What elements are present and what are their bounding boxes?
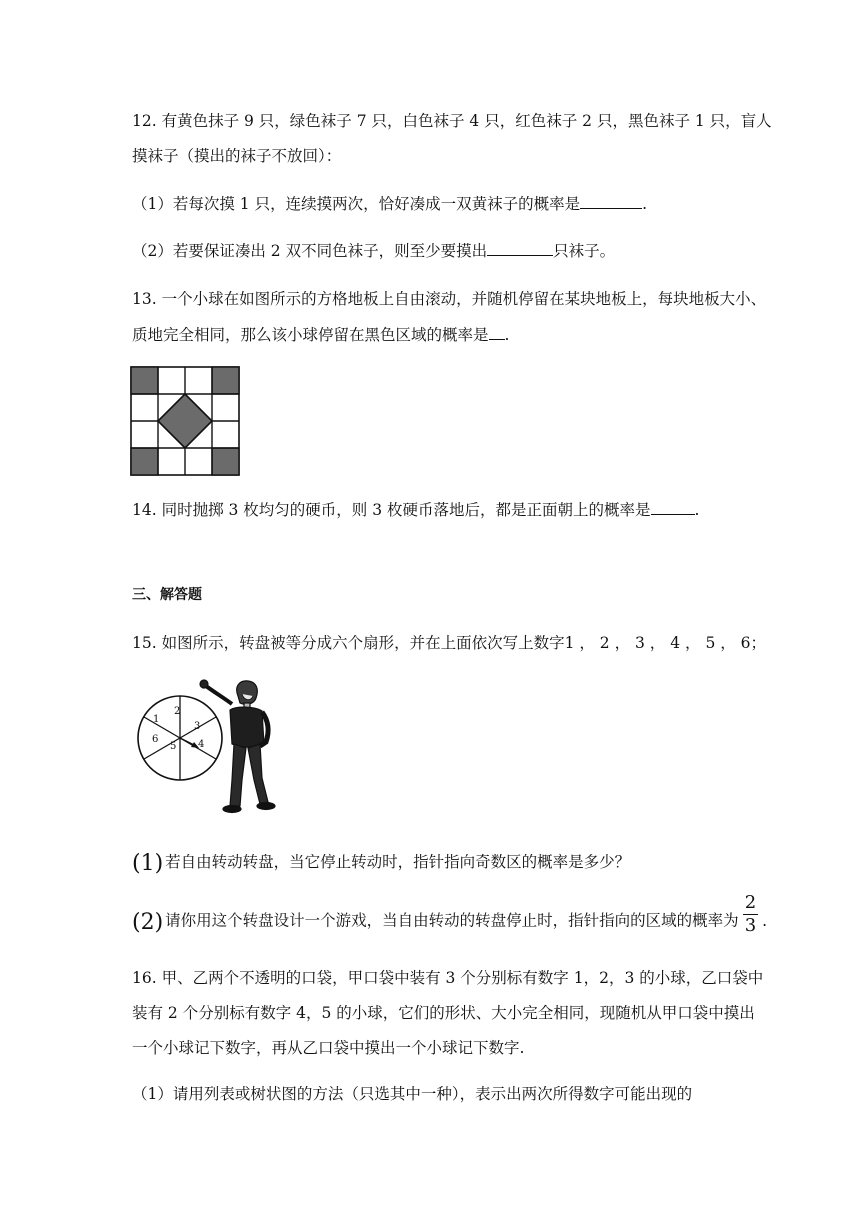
q15-sub2 (132, 892, 768, 937)
q16-part1: （1）请用列表或树状图的方法（只选其中一种），表示出两次所得数字可能出现的 (132, 1085, 693, 1103)
q13-line2 (132, 325, 509, 345)
answer-blank (487, 241, 553, 256)
q13-line1: 13. 一个小球在如图所示的方格地板上自由滚动，并随机停留在某块地板上，每块地板大小、 (132, 290, 767, 308)
q14-text: 14. 同时抛掷 3 枚均匀的硬币，则 3 枚硬币落地后，都是正面朝上的概率是 (132, 501, 651, 519)
wheel-number: 6 (152, 734, 159, 745)
wheel-number: 1 (153, 714, 160, 725)
q13-line2-text: 质地完全相同，那么该小球停留在黑色区域的概率是 (132, 326, 489, 344)
tile-floor-figure (130, 366, 240, 476)
q12-part2 (132, 241, 615, 261)
q14-end: . (694, 501, 700, 519)
wheel-number: 5 (170, 741, 177, 752)
wheel-number: 4 (198, 739, 205, 750)
fraction (743, 892, 758, 937)
wheel-number: 2 (174, 706, 181, 717)
q12-part1-end: . (642, 195, 648, 213)
corner-shaded-tile (131, 367, 158, 394)
q14-line (132, 500, 699, 520)
spinner-figure (136, 676, 286, 821)
wheel-number: 3 (194, 721, 201, 732)
fraction-denominator: 3 (744, 915, 757, 936)
q16-line2: 装有 2 个分别标有数字 4，5 的小球，它们的形状、大小完全相同，现随机从甲口袋中摸出 (132, 1004, 755, 1022)
q13-line2-end: . (504, 326, 510, 344)
corner-shaded-tile (131, 448, 158, 475)
corner-shaded-tile (212, 448, 239, 475)
answer-blank (489, 325, 505, 340)
q15-sub2-text: 请你用这个转盘设计一个游戏，当自由转动的转盘停止时，指针指向的区域的概率为 (165, 911, 739, 930)
section-heading: 三、解答题 (132, 587, 202, 603)
q12-part1 (132, 194, 647, 214)
q15-sub1-text: 若自由转动转盘，当它停止转动时，指针指向奇数区的概率是多少？ (165, 853, 631, 871)
q15-sub1-number: (1) (132, 851, 164, 876)
q12-line1: 12. 有黄色抹子 9 只，绿色袜子 7 只，白色袜子 4 只，红色袜子 2 只，黑色袜子 1 只，盲人 (132, 112, 772, 130)
q15-line1: 15. 如图所示，转盘被等分成六个扇形，并在上面依次写上数字1 ， 2 ， 3 ， 4 ， 5 ， 6； (132, 634, 767, 652)
answer-blank (651, 500, 695, 515)
q15-sub2-number: (2) (132, 909, 164, 935)
q12-line2: 摸袜子（摸出的袜子不放回）： (132, 147, 342, 165)
q15-sub2-end: . (762, 911, 768, 930)
q12-part2-text: （2）若要保证凑出 2 双不同色袜子，则至少要摸出 (132, 242, 488, 260)
answer-blank (580, 194, 642, 209)
q15-sub1 (132, 852, 630, 874)
fraction-numerator: 2 (744, 892, 757, 913)
q16-line1: 16. 甲、乙两个不透明的口袋，甲口袋中装有 3 个分别标有数字 1，2，3 的小球，乙口袋中 (132, 969, 764, 987)
corner-shaded-tile (212, 367, 239, 394)
q12-part2-end: 只袜子。 (553, 242, 616, 260)
spinner-wheel (138, 696, 222, 780)
q12-part1-text: （1）若每次摸 1 只，连续摸两次，恰好凑成一双黄袜子的概率是 (132, 195, 581, 213)
q16-line3: 一个小球记下数字，再从乙口袋中摸出一个小球记下数字. (132, 1039, 525, 1057)
